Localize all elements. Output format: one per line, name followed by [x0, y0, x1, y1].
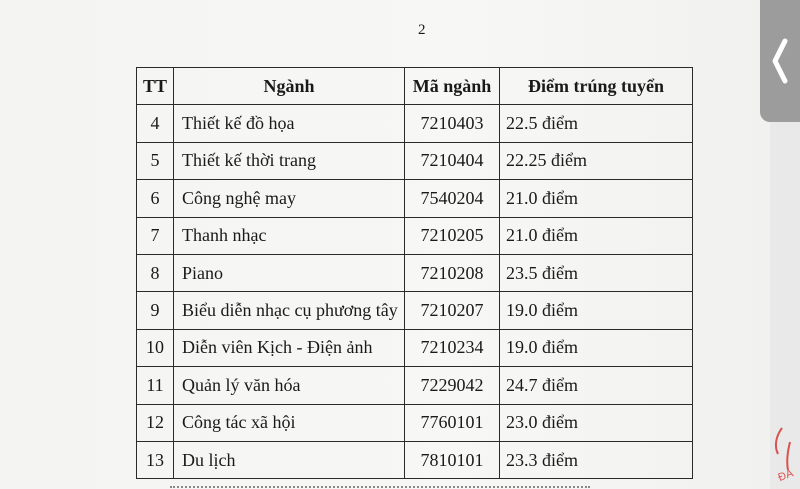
- row-score: 21.0 điểm: [500, 217, 693, 254]
- table-row: [137, 180, 693, 217]
- admission-score-table: [136, 67, 693, 479]
- back-tab-button[interactable]: [760, 0, 800, 122]
- svg-text:ĐA: ĐA: [776, 467, 795, 484]
- row-tt: 4: [137, 105, 174, 142]
- header-major-code: Mã ngành: [405, 68, 500, 105]
- row-major-code: 7210404: [405, 142, 500, 179]
- row-score: 23.5 điểm: [500, 254, 693, 291]
- row-major-code: 7210205: [405, 217, 500, 254]
- row-major-code: 7540204: [405, 180, 500, 217]
- table-row: [137, 441, 693, 478]
- table-row: [137, 217, 693, 254]
- row-major: Thiết kế thời trang: [174, 142, 405, 179]
- row-major: Công tác xã hội: [174, 404, 405, 441]
- row-major: Thanh nhạc: [174, 217, 405, 254]
- row-score: 22.5 điểm: [500, 105, 693, 142]
- row-score: 19.0 điểm: [500, 292, 693, 329]
- row-tt: 6: [137, 180, 174, 217]
- row-major-code: 7210234: [405, 329, 500, 366]
- row-major-code: 7210208: [405, 254, 500, 291]
- row-score: 23.3 điểm: [500, 441, 693, 478]
- row-major: Biểu diễn nhạc cụ phương tây: [174, 292, 405, 329]
- row-tt: 13: [137, 441, 174, 478]
- row-major: Thiết kế đồ họa: [174, 105, 405, 142]
- row-major-code: 7760101: [405, 404, 500, 441]
- row-tt: 9: [137, 292, 174, 329]
- row-tt: 10: [137, 329, 174, 366]
- table-row: [137, 404, 693, 441]
- row-tt: 7: [137, 217, 174, 254]
- row-major-code: 7210207: [405, 292, 500, 329]
- row-tt: 8: [137, 254, 174, 291]
- row-tt: 12: [137, 404, 174, 441]
- row-major: Diễn viên Kịch - Điện ảnh: [174, 329, 405, 366]
- row-major: Công nghệ may: [174, 180, 405, 217]
- row-score: 21.0 điểm: [500, 180, 693, 217]
- header-tt: TT: [137, 68, 174, 105]
- page-number: 2: [418, 22, 426, 38]
- table-row: [137, 367, 693, 404]
- row-major: Du lịch: [174, 441, 405, 478]
- row-tt: 5: [137, 142, 174, 179]
- row-major-code: 7210403: [405, 105, 500, 142]
- row-score: 24.7 điểm: [500, 367, 693, 404]
- table-row: [137, 254, 693, 291]
- row-tt: 11: [137, 367, 174, 404]
- row-score: 23.0 điểm: [500, 404, 693, 441]
- header-major: Ngành: [174, 68, 405, 105]
- stamp-mark: [768, 420, 800, 489]
- table-header-row: [137, 68, 693, 105]
- header-admission-score: Điểm trúng tuyển: [500, 68, 693, 105]
- row-major-code: 7810101: [405, 441, 500, 478]
- cut-off-text-line: [170, 484, 590, 489]
- table-row: [137, 142, 693, 179]
- chevron-left-icon: [769, 35, 791, 87]
- row-score: 22.25 điểm: [500, 142, 693, 179]
- table-row: [137, 105, 693, 142]
- table-row: [137, 292, 693, 329]
- table-row: [137, 329, 693, 366]
- row-major-code: 7229042: [405, 367, 500, 404]
- row-major: Piano: [174, 254, 405, 291]
- row-score: 19.0 điểm: [500, 329, 693, 366]
- row-major: Quản lý văn hóa: [174, 367, 405, 404]
